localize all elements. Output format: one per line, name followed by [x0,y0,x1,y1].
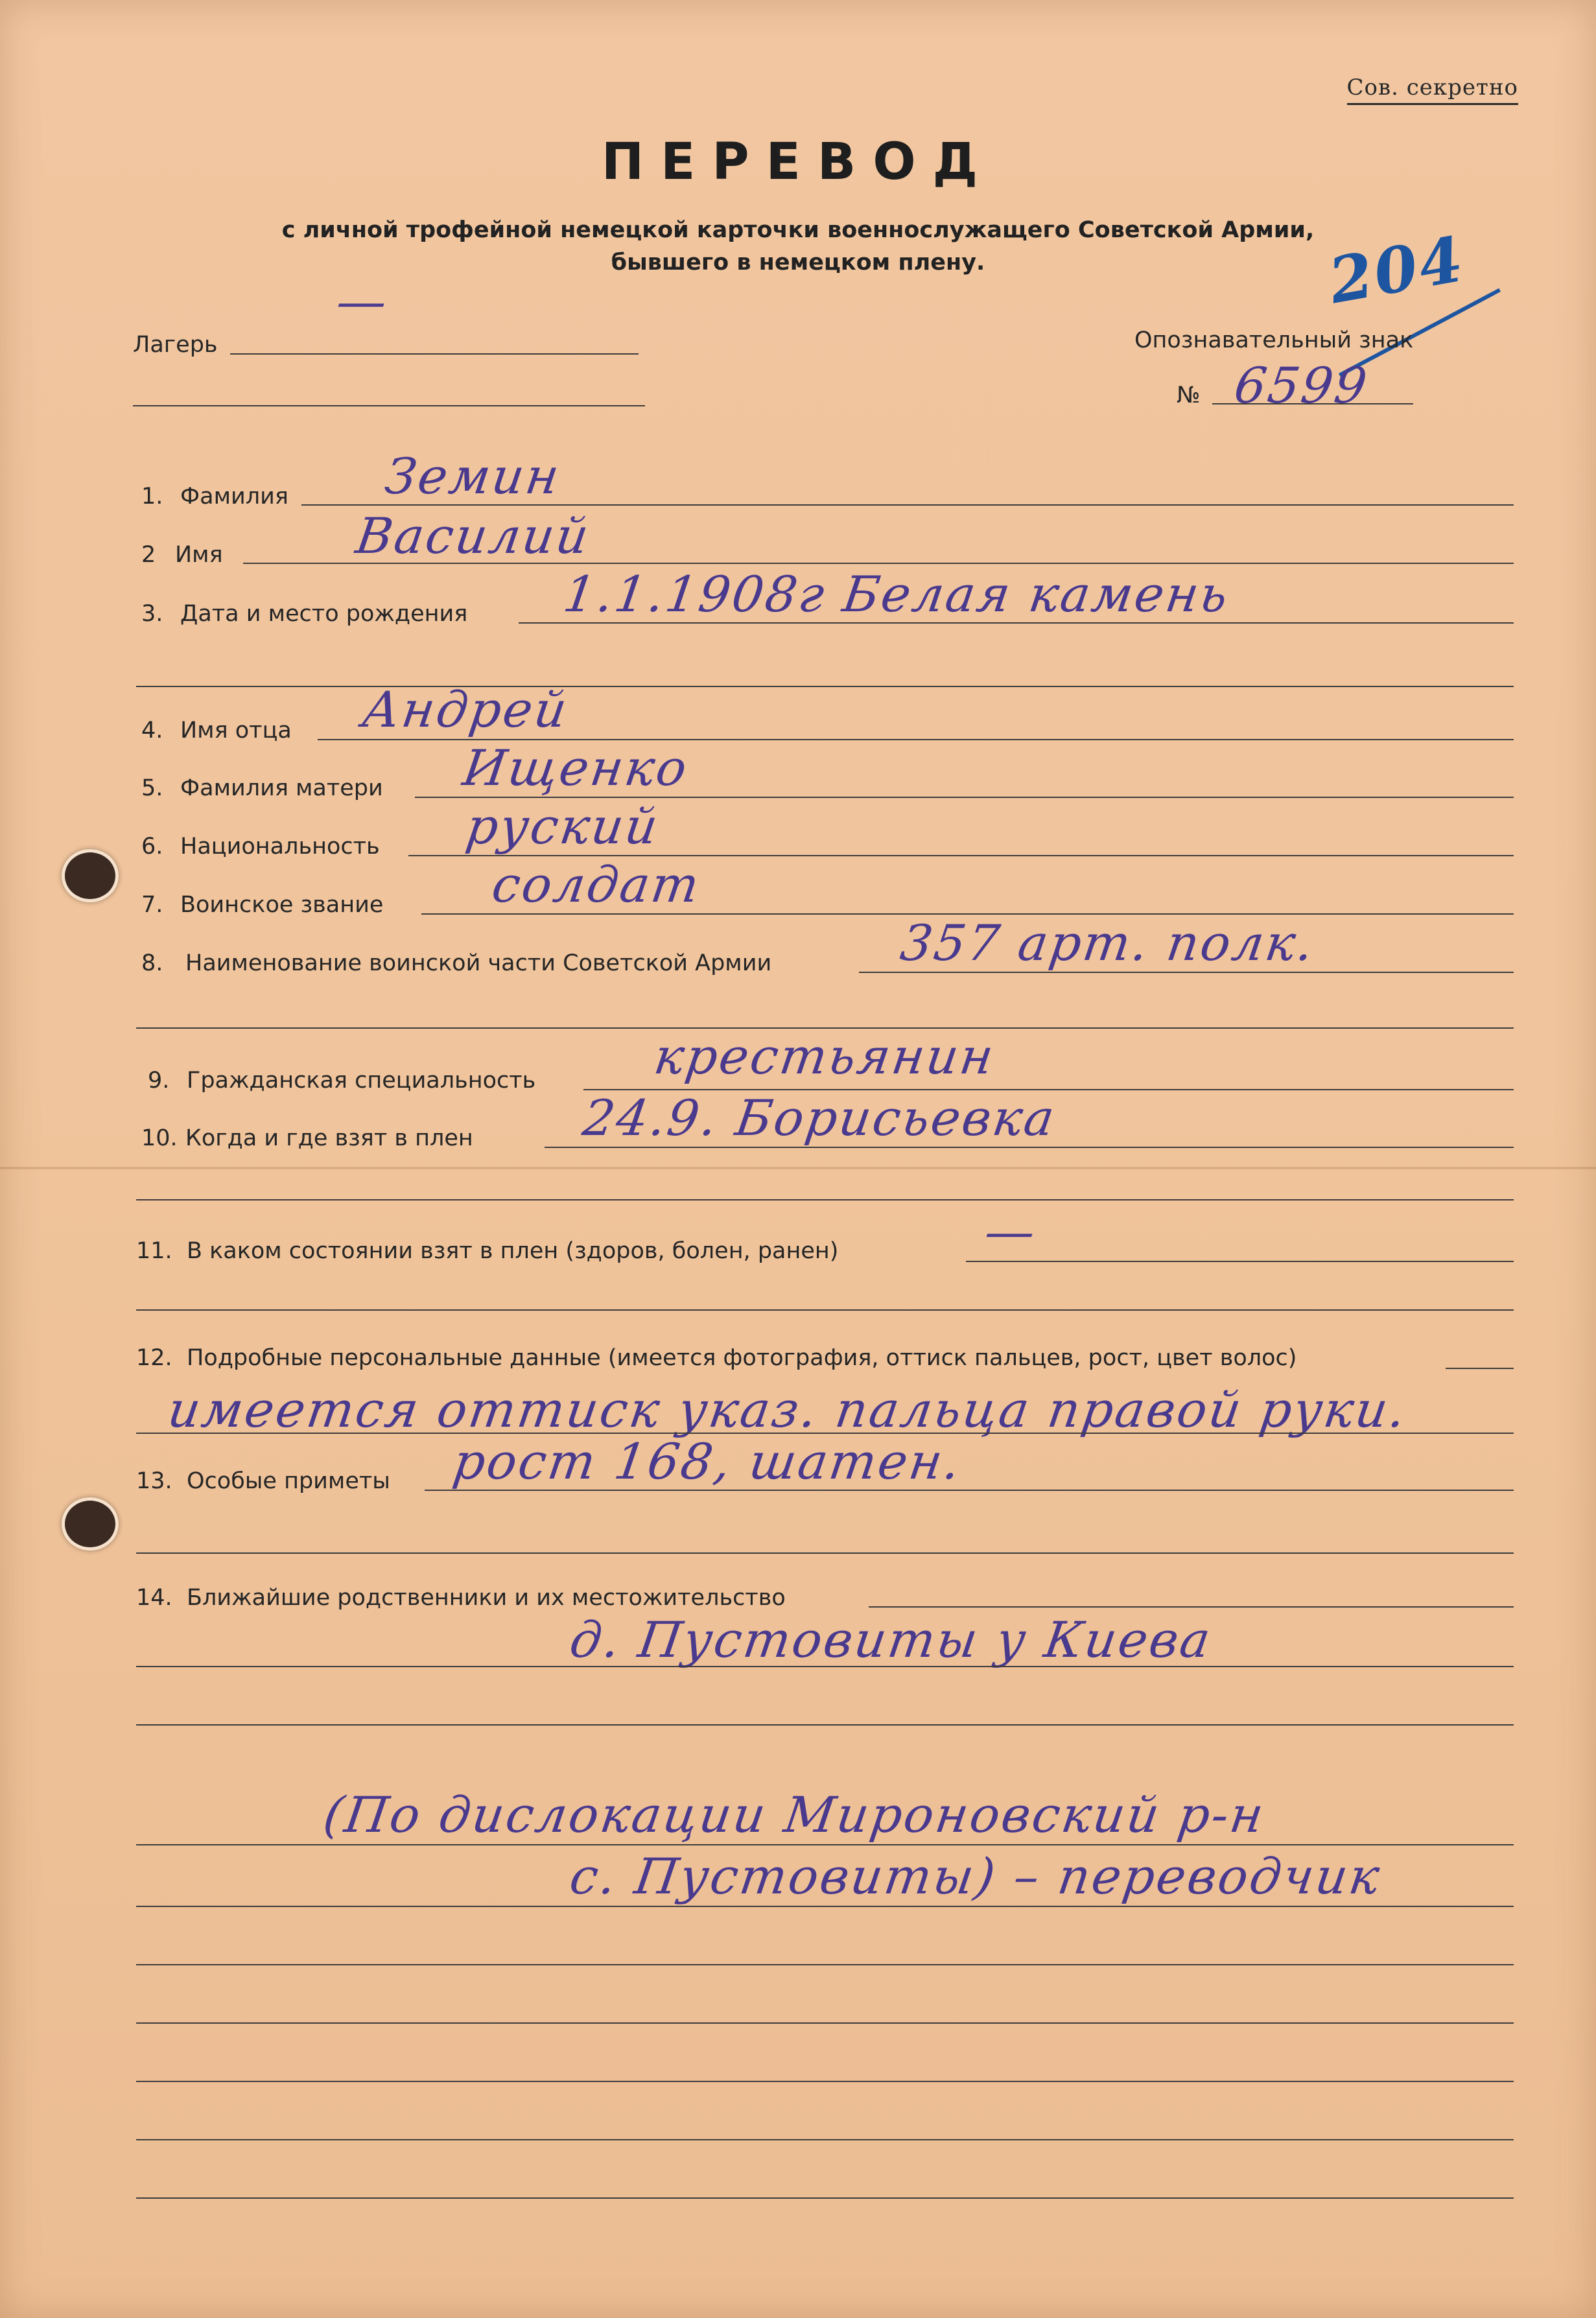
note-line-rule-2 [136,1906,1514,1907]
note-line-2: с. Пустовиты) – переводчик [566,1847,1385,1905]
field-3-line-2 [136,686,1514,687]
field-5-value: Ищенко [459,739,692,797]
field-12-value: имеется оттиск указ. пальца правой руки. [164,1381,1411,1438]
field-4-value: Андрей [358,681,572,738]
field-3-value: 1.1.1908г Белая камень [559,565,1234,623]
field-14-line-2 [136,1666,1514,1667]
field-11-line-2 [136,1309,1514,1311]
field-8-label: Наименование воинской части Советской Армии [185,950,772,976]
field-4-number: 4. [141,718,163,743]
field-8-line [859,972,1514,973]
punch-hole-upper [62,849,119,902]
archive-number: 204 [1323,222,1470,318]
field-11-line [966,1261,1514,1262]
field-5-number: 5. [141,775,163,801]
field-3-number: 3. [141,601,163,627]
field-11-value: — [981,1202,1041,1260]
camp-value: — [333,272,393,330]
field-7-number: 7. [141,892,163,918]
field-10-value: 24.9. Борисьевка [579,1089,1060,1147]
blank-line-4 [136,2139,1514,2140]
field-3-label: Дата и место рождения [180,601,468,627]
camp-label: Лагерь [133,332,218,358]
document-title: ПЕРЕВОД [601,133,995,191]
field-2-number: 2 [141,542,156,568]
field-10-line [545,1147,1514,1148]
id-tag-label: Опознавательный знак [1134,327,1414,353]
field-7-label: Воинское звание [180,892,384,918]
subtitle-line-2: бывшего в немецком плену. [611,250,985,275]
field-11-number: 11. [136,1238,172,1264]
camp-line-1 [230,353,639,355]
blank-line-1 [136,1964,1514,1965]
camp-line-2 [133,405,645,406]
field-14-line [869,1606,1514,1608]
field-2-value: Василий [352,507,594,565]
field-9-label: Гражданская специальность [187,1068,536,1094]
field-11-label: В каком состоянии взят в плен (здоров, болен, ранен) [187,1238,839,1264]
field-12-number: 12. [136,1345,172,1371]
field-1-number: 1. [141,484,163,509]
field-13-line-2 [136,1552,1514,1554]
blank-line-3 [136,2081,1514,2082]
field-4-label: Имя отца [180,718,292,743]
note-line-rule-1 [136,1844,1514,1845]
field-6-label: Национальность [180,834,380,860]
field-10-line-2 [136,1199,1514,1200]
field-14-value: д. Пустовиты у Киева [566,1611,1216,1668]
field-1-label: Фамилия [180,484,288,509]
blank-line-2 [136,2022,1514,2024]
field-10-number: 10. [141,1125,178,1151]
field-14-line-3 [136,1724,1514,1726]
field-10-label: Когда и где взят в плен [185,1125,473,1151]
field-1-value: Земин [381,447,565,505]
field-5-label: Фамилия матери [180,775,383,801]
field-13-label: Особые приметы [187,1468,390,1494]
field-9-number: 9. [148,1068,170,1094]
field-13-number: 13. [136,1468,172,1494]
note-line-1: (По дислокации Мироновский р-н [320,1786,1269,1844]
blank-line-5 [136,2197,1514,2199]
field-8-number: 8. [141,950,163,976]
field-12-line [1446,1368,1514,1369]
field-6-number: 6. [141,834,163,860]
field-12-label: Подробные персональные данные (имеется фотография, оттиск пальцев, рост, цвет волос) [187,1345,1297,1371]
fold-crease [0,1167,1596,1169]
punch-hole-lower [62,1497,119,1551]
number-label: № [1177,382,1201,408]
field-6-value: руский [462,797,663,855]
field-7-value: солдат [488,856,705,913]
field-9-value: крестьянин [650,1027,999,1085]
field-8-value: 357 арт. полк. [897,914,1319,972]
subtitle-line-1: с личной трофейной немецкой карточки военнослужащего Советской Армии, [281,217,1315,243]
id-number-value: 6599 [1230,357,1372,414]
classification-stamp: Сов. секретно [1347,75,1518,105]
field-14-number: 14. [136,1585,172,1611]
field-2-label: Имя [175,542,223,568]
field-14-label: Ближайшие родственники и их местожительство [187,1585,786,1611]
field-13-value: рост 168, шатен. [449,1433,966,1490]
